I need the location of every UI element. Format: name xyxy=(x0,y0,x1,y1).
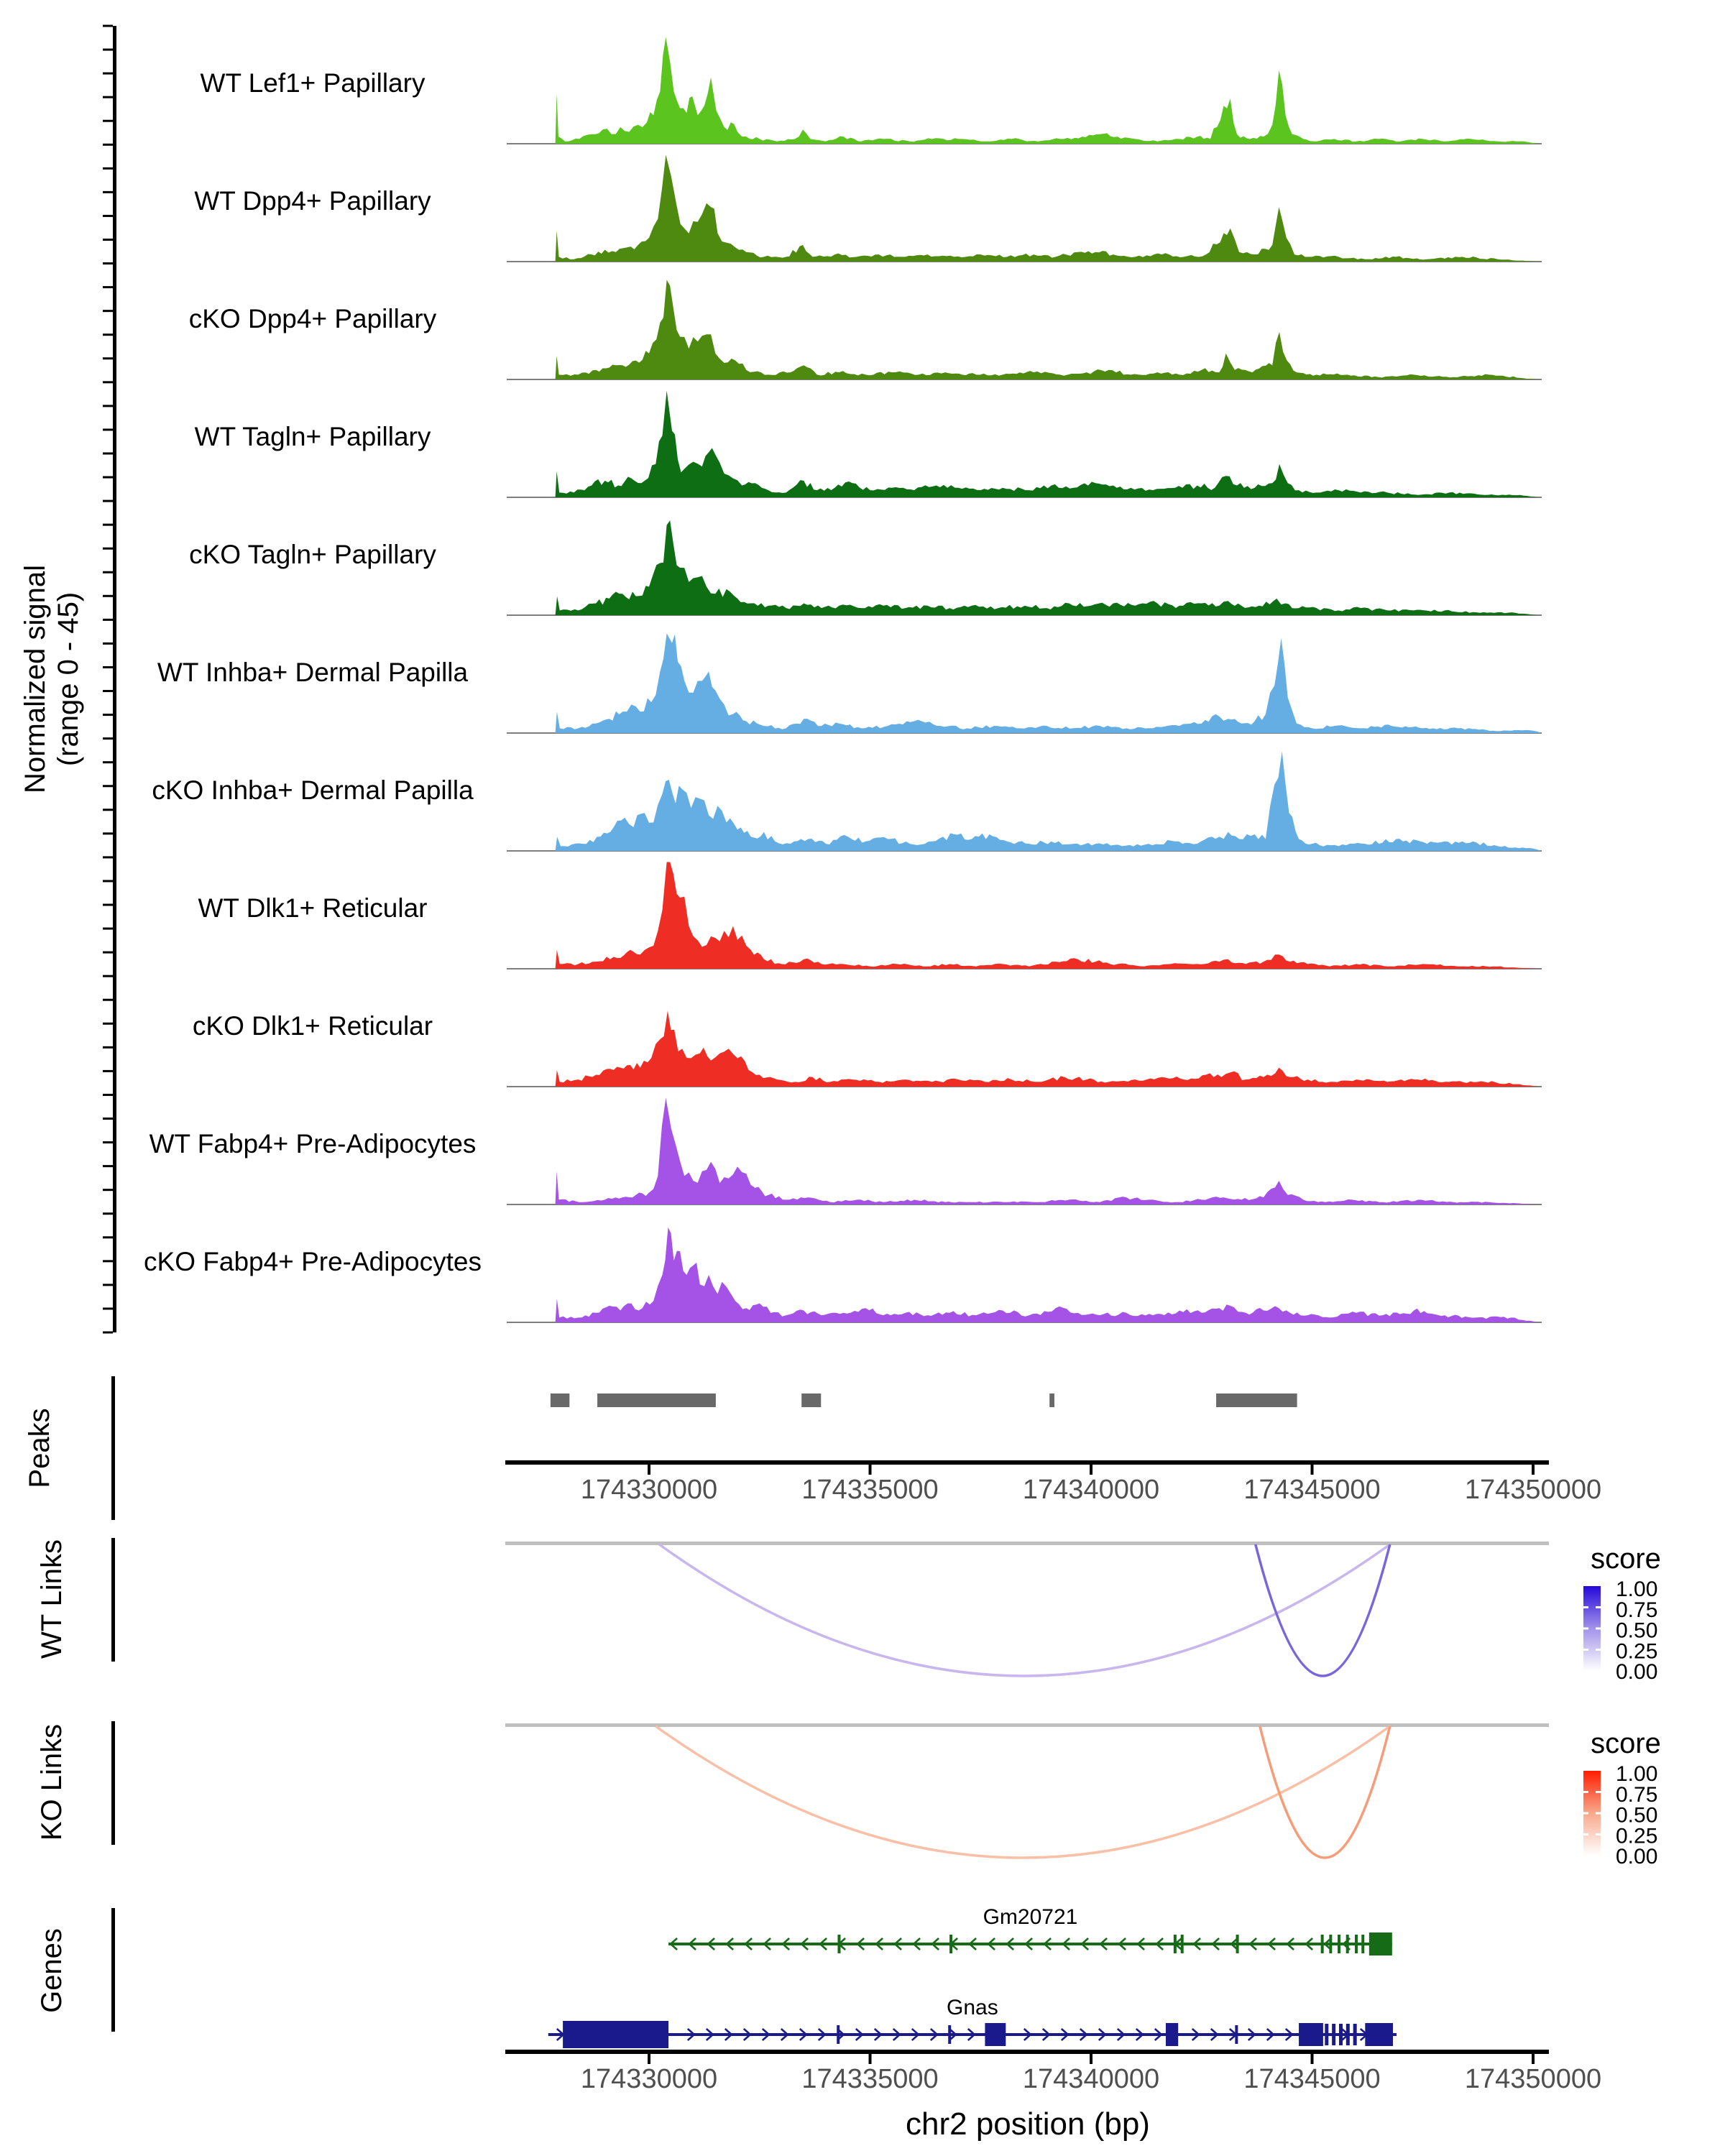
gene-name-label: Gm20721 xyxy=(983,1905,1078,1929)
exon-bar xyxy=(1325,2024,1328,2045)
top-genome-axis xyxy=(505,1460,1601,1505)
exon-box xyxy=(1369,1932,1392,1955)
genome-axis-tick-label: 174335000 xyxy=(801,1475,939,1505)
track-label: cKO Dlk1+ Reticular xyxy=(192,1011,433,1041)
gene-name-label: Gnas xyxy=(947,1996,998,2019)
signal-axis-tick xyxy=(103,952,113,954)
signal-axis-tick xyxy=(103,1236,113,1238)
exon-tick xyxy=(1338,1935,1340,1953)
signal-axis-tick xyxy=(103,452,113,454)
ko-links-track xyxy=(505,1723,1549,1858)
legend-tick-label: 1.00 xyxy=(1616,1762,1658,1786)
signal-axis-tick xyxy=(103,832,113,834)
exon-box xyxy=(1299,2023,1323,2046)
coverage-area xyxy=(556,1098,1538,1205)
signal-axis-tick xyxy=(103,405,113,407)
signal-axis-tick xyxy=(103,737,113,740)
genome-axis-tick xyxy=(1532,1465,1535,1475)
coverage-area xyxy=(556,751,1542,851)
signal-axis-tick xyxy=(103,239,113,241)
genes-track xyxy=(548,1905,1397,2048)
exon-tick xyxy=(837,2025,840,2044)
ko-links-bracket xyxy=(111,1721,115,1845)
signal-axis-tick xyxy=(103,1070,113,1072)
genome-axis-line xyxy=(505,1460,1549,1465)
signal-axis-tick xyxy=(103,524,113,526)
coverage-area xyxy=(556,391,1538,498)
signal-axis-tick xyxy=(103,262,113,264)
ko-score-legend xyxy=(1583,1762,1657,1869)
signal-axis-tick xyxy=(103,666,113,668)
signal-axis-tick xyxy=(103,1284,113,1286)
signal-axis-tick xyxy=(103,548,113,550)
signal-axis-tick xyxy=(103,144,113,146)
signal-axis-tick xyxy=(103,96,113,98)
legend-bar-tick xyxy=(1583,1649,1588,1651)
signal-axis-tick xyxy=(103,808,113,811)
genome-axis-tick xyxy=(869,1465,872,1475)
peaks-row-label: Peaks xyxy=(24,1408,55,1488)
legend-bar-tick xyxy=(1596,1833,1601,1835)
signal-axis-tick xyxy=(103,571,113,573)
exon-bar xyxy=(1353,2024,1357,2045)
signal-axis-tick xyxy=(103,191,113,193)
signal-axis-tick xyxy=(103,619,113,621)
exon-bar xyxy=(1332,2024,1335,2045)
coverage-area xyxy=(556,1227,1538,1322)
track-label: WT Fabp4+ Pre-Adipocytes xyxy=(149,1129,477,1158)
signal-axis-tick xyxy=(103,1141,113,1143)
legend-tick-label: 0.25 xyxy=(1616,1639,1658,1664)
legend-tick-label: 0.25 xyxy=(1616,1824,1658,1848)
genome-axis-tick xyxy=(869,2054,872,2064)
track-label: cKO Tagln+ Papillary xyxy=(189,540,436,569)
signal-axis-tick xyxy=(103,357,113,359)
peak-interval xyxy=(1216,1393,1297,1407)
signal-axis-tick xyxy=(103,1307,113,1309)
track-label: cKO Dpp4+ Papillary xyxy=(188,304,437,333)
signal-tracks xyxy=(144,37,1542,1324)
signal-axis-tick xyxy=(103,1094,113,1096)
exon-tick xyxy=(1174,1935,1177,1953)
signal-axis-tick xyxy=(103,476,113,479)
genome-axis-tick-label: 174335000 xyxy=(801,2064,939,2094)
genes-row-label: Genes xyxy=(36,1928,68,2013)
signal-axis-tick xyxy=(103,428,113,430)
genome-axis-tick-label: 174345000 xyxy=(1243,2064,1381,2094)
wt-links-track xyxy=(505,1542,1549,1676)
coverage-area xyxy=(556,862,1538,969)
coverage-area xyxy=(556,633,1542,733)
exon-tick xyxy=(1329,1935,1332,1953)
legend-tick-label: 0.75 xyxy=(1616,1598,1658,1622)
genome-axis-tick-label: 174340000 xyxy=(1022,2064,1160,2094)
coverage-area xyxy=(556,520,1538,615)
signal-axis-tick xyxy=(103,333,113,336)
wt-legend-title: score xyxy=(1591,1543,1661,1575)
exon-tick xyxy=(1346,1935,1349,1953)
coverage-area xyxy=(556,37,1538,144)
peak-interval xyxy=(1049,1393,1054,1407)
legend-tick-label: 0.00 xyxy=(1616,1845,1658,1869)
genome-axis-tick-label: 174350000 xyxy=(1464,2064,1602,2094)
exon-bar xyxy=(1339,2024,1343,2045)
legend-bar-tick xyxy=(1596,1628,1601,1630)
exon-tick xyxy=(948,2025,951,2044)
exon-box xyxy=(1365,2023,1393,2046)
signal-axis-tick xyxy=(103,167,113,170)
legend-bar-tick xyxy=(1596,1812,1601,1815)
track-label: WT Dlk1+ Reticular xyxy=(198,893,428,923)
track-label: WT Tagln+ Papillary xyxy=(194,422,431,451)
genome-axis-tick-label: 174330000 xyxy=(580,2064,718,2094)
exon-tick xyxy=(1361,1935,1364,1953)
exon-box xyxy=(1166,2023,1178,2046)
wt-links-bracket xyxy=(111,1538,115,1662)
genome-axis-tick-label: 174340000 xyxy=(1022,1475,1160,1505)
legend-bar-tick xyxy=(1583,1606,1588,1608)
signal-axis-tick xyxy=(103,761,113,763)
signal-axis-tick xyxy=(103,690,113,692)
signal-axis-tick xyxy=(103,975,113,977)
signal-axis-tick xyxy=(103,1046,113,1049)
signal-axis-tick xyxy=(103,856,113,858)
exon-tick xyxy=(1181,1935,1184,1953)
signal-axis-tick xyxy=(103,310,113,312)
signal-axis-tick xyxy=(103,1165,113,1167)
track-label: WT Dpp4+ Papillary xyxy=(194,186,431,216)
exon-tick xyxy=(837,1935,840,1953)
signal-axis-tick xyxy=(103,120,113,122)
exon-box xyxy=(985,2023,1006,2046)
exon-bar xyxy=(1346,2024,1350,2045)
bottom-genome-axis xyxy=(505,2050,1601,2094)
gene-model xyxy=(548,1996,1397,2048)
signal-axis-tick xyxy=(103,904,113,906)
exon-tick xyxy=(1235,2025,1238,2044)
genome-axis-tick xyxy=(1090,1465,1092,1475)
signal-axis-tick xyxy=(103,500,113,502)
legend-tick-label: 0.50 xyxy=(1616,1618,1658,1643)
exon-tick xyxy=(949,1935,952,1953)
legend-bar-tick xyxy=(1583,1791,1588,1793)
signal-axis-tick xyxy=(103,215,113,217)
gene-model xyxy=(668,1905,1392,1955)
signal-axis-tick xyxy=(103,1118,113,1120)
ko-legend-title: score xyxy=(1591,1728,1661,1759)
genome-axis-tick-label: 174345000 xyxy=(1243,1475,1381,1505)
signal-axis-tick xyxy=(103,286,113,288)
coverage-area xyxy=(556,155,1538,262)
links-anchor-line xyxy=(505,1542,1549,1545)
signal-axis-tick xyxy=(103,1189,113,1191)
genome-axis-line xyxy=(505,2050,1549,2054)
signal-axis-tick xyxy=(103,928,113,930)
track-label: cKO Inhba+ Dermal Papilla xyxy=(152,775,474,805)
y-axis-label-line1: Normalized signal xyxy=(19,565,51,793)
link-arc xyxy=(659,1544,1390,1676)
legend-bar-tick xyxy=(1596,1791,1601,1793)
legend-bar-tick xyxy=(1583,1812,1588,1815)
coverage-area xyxy=(556,280,1538,379)
legend-tick-label: 0.50 xyxy=(1616,1803,1658,1828)
signal-axis-tick xyxy=(103,880,113,882)
genome-axis-tick xyxy=(1311,1465,1314,1475)
signal-axis-line xyxy=(113,26,116,1332)
y-axis-label-line2: (range 0 - 45) xyxy=(52,591,84,767)
track-label: WT Lef1+ Papillary xyxy=(200,68,426,98)
peak-interval xyxy=(597,1393,716,1407)
ko-links-row-label: KO Links xyxy=(36,1723,68,1841)
legend-bar-tick xyxy=(1596,1606,1601,1608)
exon-tick xyxy=(1321,1935,1324,1953)
track-label: WT Inhba+ Dermal Papilla xyxy=(157,658,469,687)
signal-axis-tick xyxy=(103,714,113,716)
track-label: cKO Fabp4+ Pre-Adipocytes xyxy=(144,1247,482,1276)
row-brackets xyxy=(111,1376,115,2032)
wt-links-row-label: WT Links xyxy=(36,1539,68,1659)
genome-axis-tick xyxy=(648,1465,650,1475)
signal-axis-tick xyxy=(103,642,113,645)
signal-axis-tick xyxy=(103,1212,113,1215)
legend-tick-label: 0.75 xyxy=(1616,1782,1658,1807)
genome-axis-tick xyxy=(1532,2054,1535,2064)
signal-axis-tick xyxy=(103,595,113,597)
signal-axis-tick xyxy=(103,999,113,1001)
peaks-track xyxy=(551,1393,1297,1407)
peak-interval xyxy=(801,1393,821,1407)
genome-axis-tick-label: 174350000 xyxy=(1464,1475,1602,1505)
coverage-area xyxy=(556,1010,1538,1087)
legend-bar-tick xyxy=(1583,1628,1588,1630)
signal-axis-tick xyxy=(103,1023,113,1025)
legend-bar-tick xyxy=(1596,1649,1601,1651)
exon-tick xyxy=(1236,1935,1239,1953)
exon-tick xyxy=(1355,1935,1358,1953)
signal-axis-tick xyxy=(103,381,113,383)
link-arc xyxy=(1260,1726,1390,1858)
legend-tick-label: 1.00 xyxy=(1616,1577,1658,1601)
signal-axis-tick xyxy=(103,73,113,75)
legend-bar-tick xyxy=(1583,1833,1588,1835)
x-axis-title: chr2 position (bp) xyxy=(906,2106,1150,2142)
link-arc xyxy=(1256,1544,1390,1676)
genome-axis-tick-label: 174330000 xyxy=(580,1475,718,1505)
genome-axis-tick xyxy=(648,2054,650,2064)
genome-axis-tick xyxy=(1090,2054,1092,2064)
legend-tick-label: 0.00 xyxy=(1616,1660,1658,1684)
signal-axis-tick xyxy=(103,25,113,27)
signal-axis-tick xyxy=(103,49,113,51)
exon-box xyxy=(563,2021,668,2048)
signal-axis-tick xyxy=(103,1260,113,1262)
signal-axis-tick xyxy=(103,1332,113,1334)
genome-axis-tick xyxy=(1311,2054,1314,2064)
gene-body-line xyxy=(668,1943,1392,1945)
peaks-bracket xyxy=(111,1376,115,1520)
signal-axis-tick xyxy=(103,785,113,787)
genes-bracket xyxy=(111,1908,115,2032)
wt-score-legend xyxy=(1583,1577,1657,1684)
links-anchor-line xyxy=(505,1723,1549,1727)
signal-y-axis xyxy=(103,25,116,1334)
peak-interval xyxy=(551,1393,569,1407)
